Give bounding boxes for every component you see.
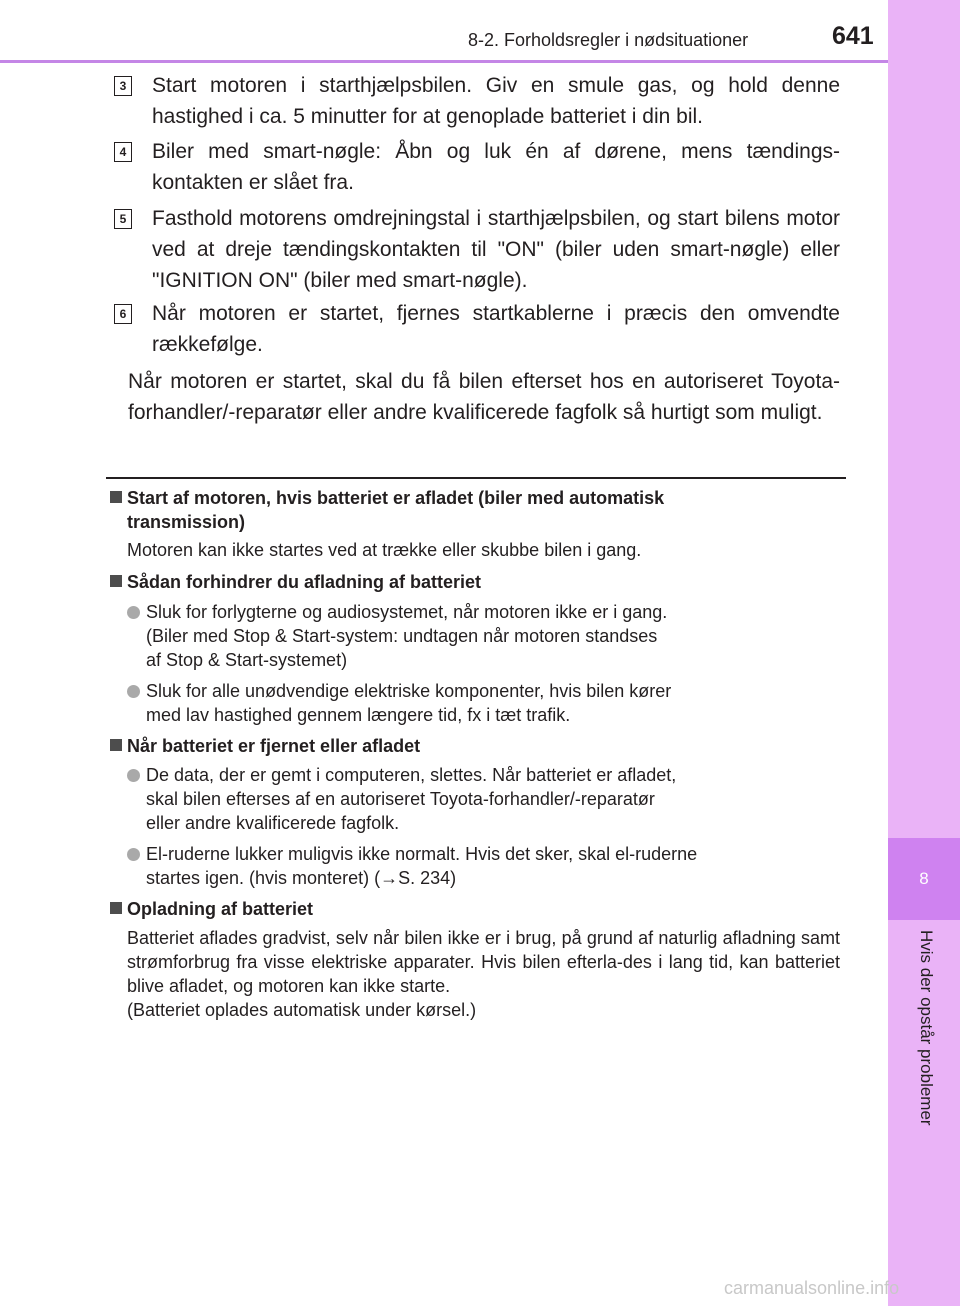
section-divider	[106, 477, 846, 479]
section-heading-battery-removed	[110, 734, 421, 758]
circle-bullet-icon	[127, 848, 140, 861]
section-title: 8-2. Forholdsregler i nødsituationer	[468, 30, 749, 50]
section-heading-text: Opladning af batteriet	[127, 899, 314, 919]
section-body: Batteriet aflades gradvist, selv når bilen ikke er i brug, på grund af naturlig afladning samt strømforbrug fra visse elektriske apparater. Hvis bilen efterla-des i lang tid, kan batteriet blive afladet, og motoren kan ikke starte.	[127, 928, 840, 996]
watermark-text: carmanualsonline.info	[724, 1278, 900, 1298]
square-bullet-icon	[110, 491, 122, 503]
bullet-line: skal bilen efterses af en autoriseret Toyota-forhandler/-reparatør	[146, 789, 655, 809]
step-6	[114, 298, 840, 360]
bullet-item	[127, 600, 827, 672]
step-3	[114, 70, 840, 132]
circle-bullet-icon	[127, 685, 140, 698]
bullet-line: Sluk for forlygterne og audiosystemet, når motoren ikke er i gang.	[146, 602, 668, 622]
chapter-title-vertical	[912, 930, 936, 1170]
step-5	[114, 203, 840, 296]
step-text: Biler med smart-nøgle: Åbn og luk én af dørene, mens tændings-kontakten er slået fra.	[152, 140, 840, 194]
bullet-line: eller andre kvalificerede fagfolk.	[146, 813, 400, 833]
square-bullet-icon	[110, 902, 122, 914]
section-heading-charging	[110, 897, 314, 921]
step-4	[114, 136, 840, 198]
bullet-item	[127, 842, 827, 890]
section-heading-text: Når batteriet er fjernet eller afladet	[127, 736, 421, 756]
header-divider	[0, 60, 888, 63]
square-bullet-icon	[110, 739, 122, 751]
circle-bullet-icon	[127, 606, 140, 619]
section-heading-prevent-discharge	[110, 570, 482, 594]
section-heading-text: Sådan forhindrer du afladning af batteriet	[127, 572, 482, 592]
step-number-badge: 5	[114, 209, 132, 229]
step-number-badge: 3	[114, 76, 132, 96]
bullet-item	[127, 763, 827, 835]
bullet-line: med lav hastighed gennem længere tid, fx i tæt trafik.	[146, 705, 571, 725]
bullet-line: Sluk for alle unødvendige elektriske komponenter, hvis bilen kører	[146, 681, 672, 701]
section-heading-text: Start af motoren, hvis batteriet er afladet (biler med automatisk transmission)	[127, 488, 665, 532]
bullet-line: af Stop & Start-systemet)	[146, 650, 348, 670]
bullet-line: El-ruderne lukker muligvis ikke normalt. Hvis det sker, skal el-ruderne	[146, 844, 698, 864]
chapter-number-tab[interactable]	[888, 838, 960, 920]
section-body: Motoren kan ikke startes ved at trække eller skubbe bilen i gang.	[127, 540, 642, 560]
square-bullet-icon	[110, 575, 122, 587]
step-number-badge: 4	[114, 142, 132, 162]
bullet-line: (Biler med Stop & Start-system: undtagen når motoren standses	[146, 626, 658, 646]
chapter-number: 8	[919, 869, 929, 888]
bullet-line: startes igen. (hvis monteret) (→S. 234)	[146, 868, 457, 888]
section-heading-start-engine	[110, 486, 665, 532]
chapter-title: Hvis der opstår problemer	[917, 930, 936, 1126]
bullet-item	[127, 679, 827, 727]
page-number: 641	[832, 22, 874, 50]
step-number-badge: 6	[114, 304, 132, 324]
step-text: Fasthold motorens omdrejningstal i starthjælpsbilen, og start bilens motor ved at dreje tændingskontakten til "ON" (biler uden smart-nøgle) eller "IGNITION ON" (biler med smart-nøgle).	[152, 207, 840, 292]
bullet-line: De data, der er gemt i computeren, slettes. Når batteriet er afladet,	[146, 765, 677, 785]
step-text: Start motoren i starthjælpsbilen. Giv en smule gas, og hold denne hastighed i ca. 5 minutter for at genoplade batteriet i din bil.	[152, 74, 840, 128]
circle-bullet-icon	[127, 769, 140, 782]
closing-paragraph: Når motoren er startet, skal du få bilen efterset hos en autoriseret Toyota-forhandler/-reparatør eller andre kvalificerede fagfolk så hurtigt som muligt.	[128, 370, 840, 424]
step-text: Når motoren er startet, fjernes startkablerne i præcis den omvendte rækkefølge.	[152, 302, 840, 356]
section-body-last-line: (Batteriet oplades automatisk under kørsel.)	[127, 1000, 477, 1020]
